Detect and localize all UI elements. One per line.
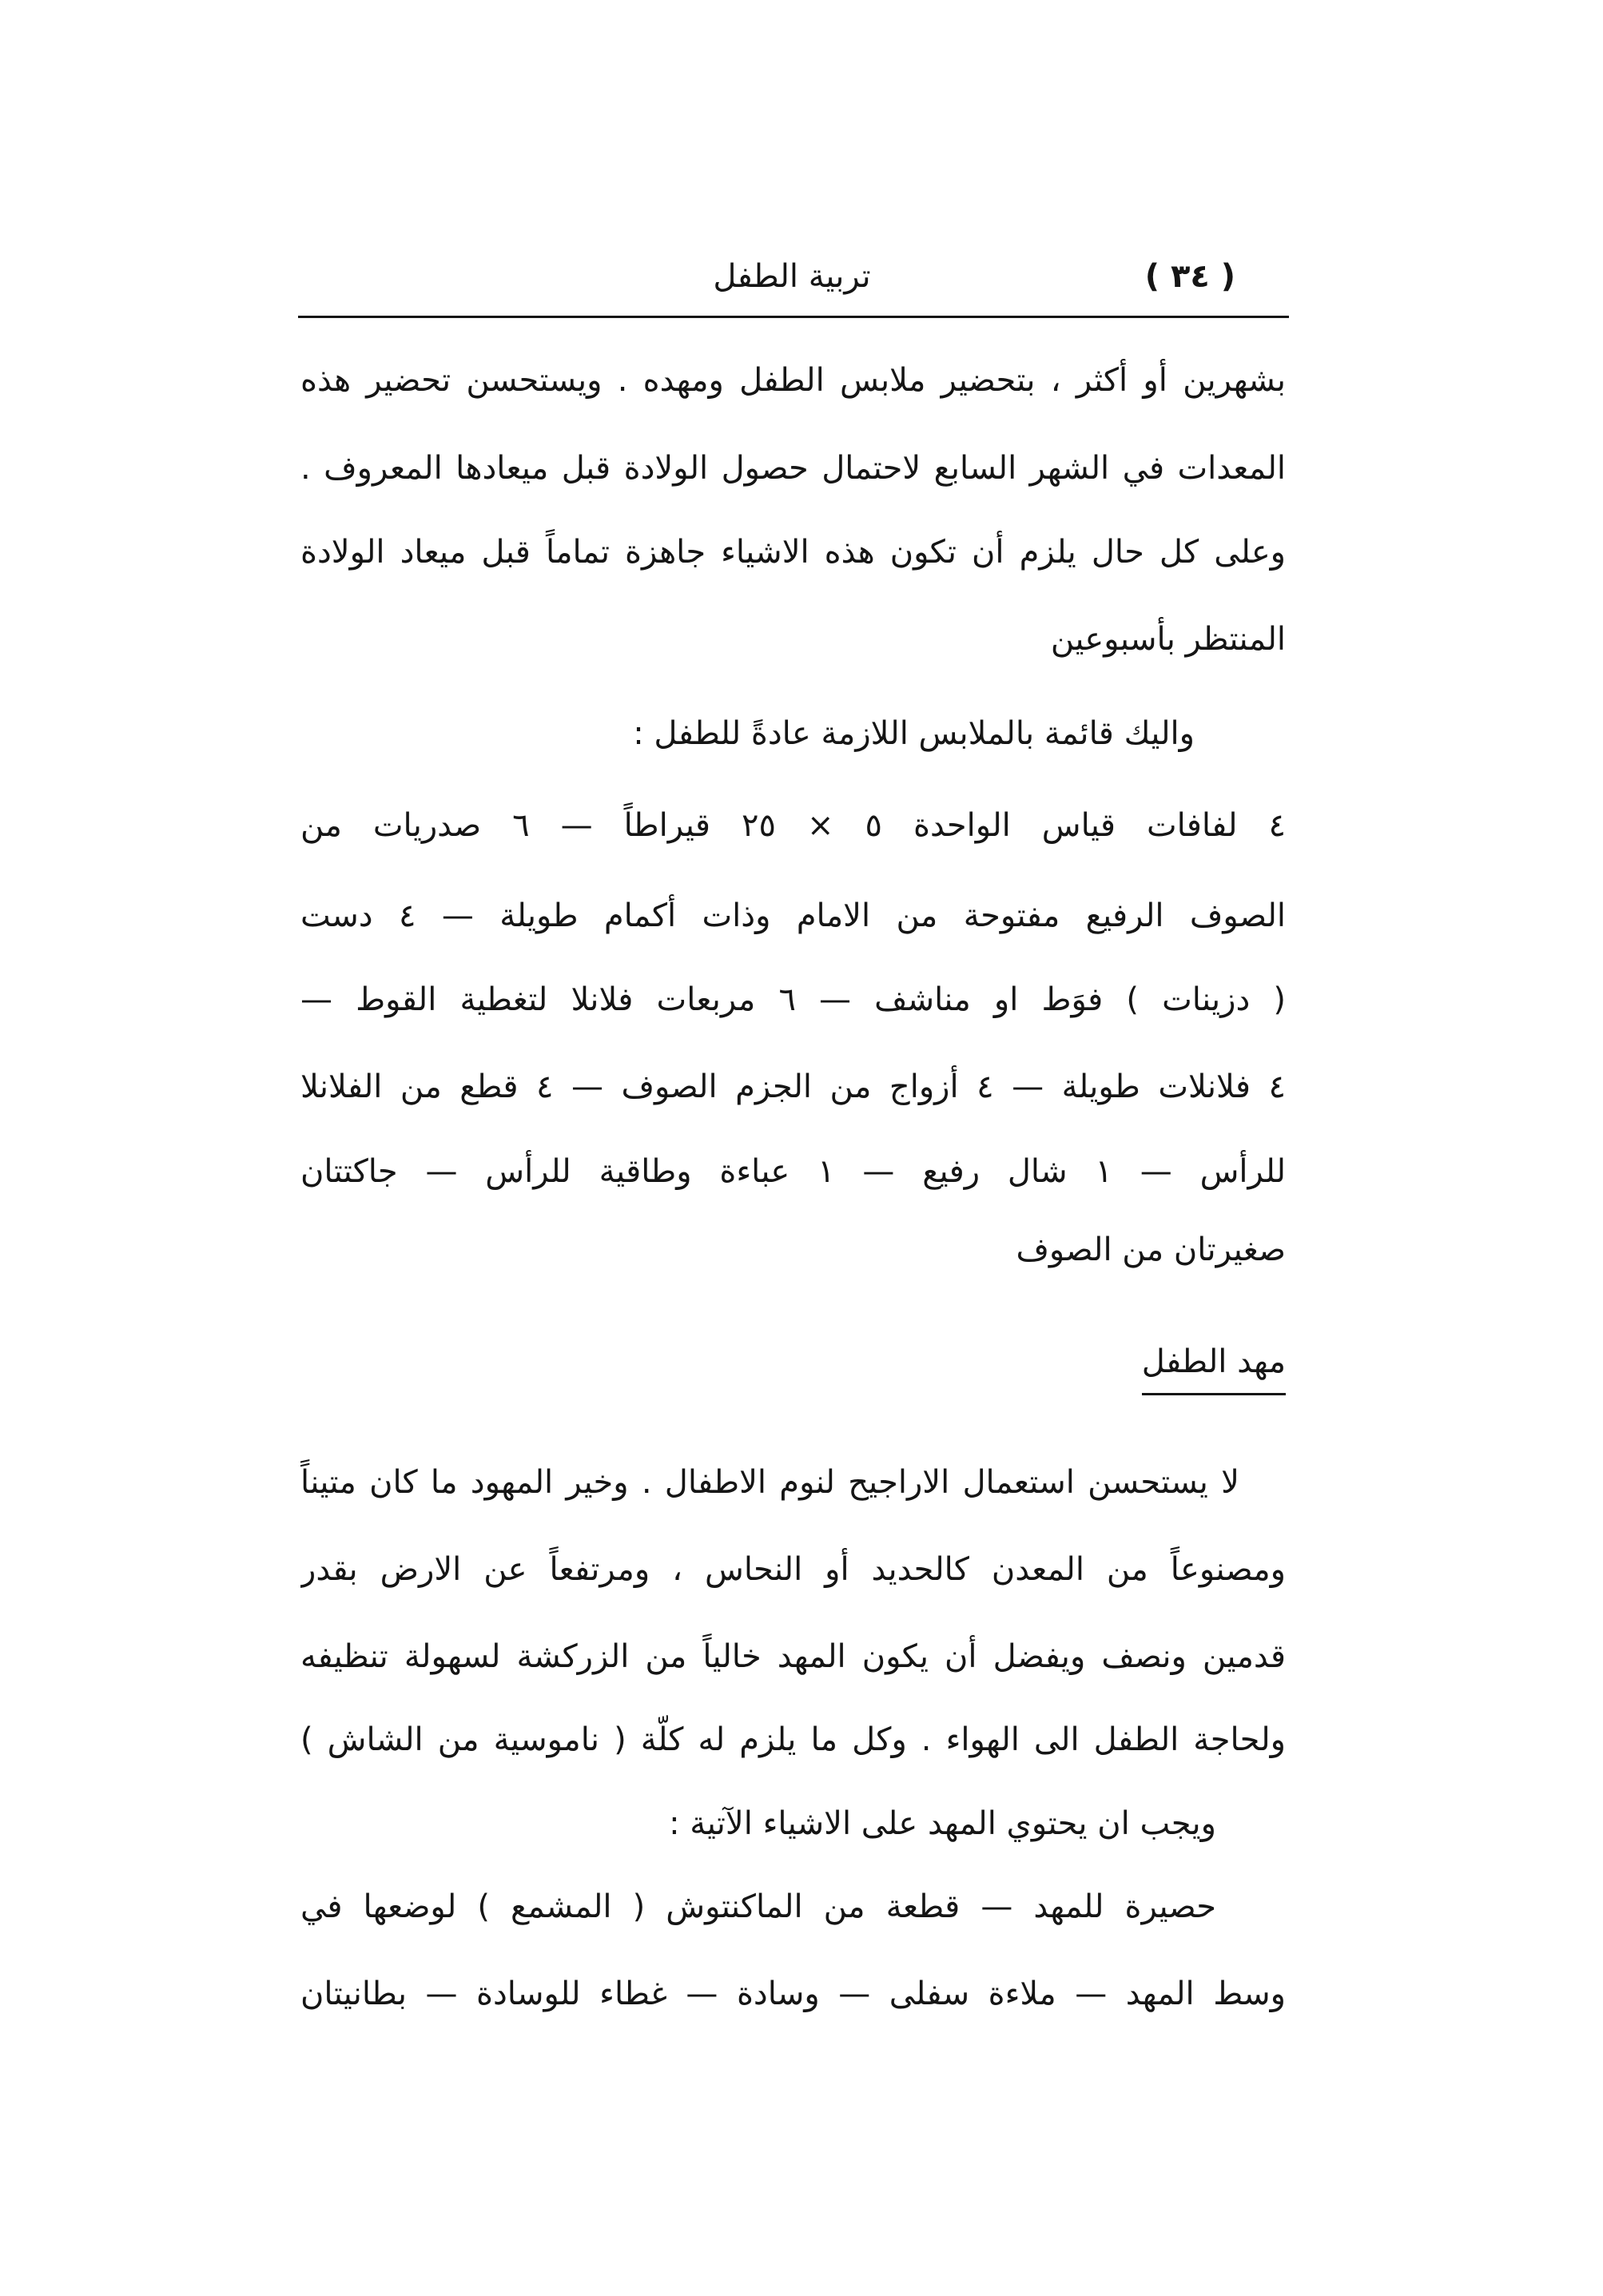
text-line: ٤ لفافات قياس الواحدة ٥ × ٢٥ قيراطاً — ٦ صدريات من xyxy=(300,807,1286,844)
text-line: ٤ فلانلات طويلة — ٤ أزواج من الجزم الصوف — ٤ قطع من الفلانلا xyxy=(300,1068,1286,1105)
text-line: المعدات في الشهر السابع لاحتمال حصول الولادة قبل ميعادها المعروف . xyxy=(300,450,1286,487)
section-heading: مهد الطفل xyxy=(1142,1331,1286,1395)
running-title: تربية الطفل xyxy=(713,258,871,295)
list-intro-line: واليك قائمة بالملابس اللازمة عادةً للطفل : xyxy=(633,715,1195,752)
text-line: ومصنوعاً من المعدن كالحديد أو النحاس ، ومرتفعاً عن الارض بقدر xyxy=(300,1551,1286,1588)
text-line: صغيرتان من الصوف xyxy=(1016,1232,1286,1268)
text-line: المنتظر بأسبوعين xyxy=(1050,621,1286,658)
text-line: ( دزينات ) فوَط او مناشف — ٦ مربعات فلانلا لتغطية القوط — xyxy=(300,981,1286,1018)
text-line: وعلى كل حال يلزم أن تكون هذه الاشياء جاهزة تماماً قبل ميعاد الولادة xyxy=(300,534,1286,571)
text-line: للرأس — ١ شال رفيع — ١ عباءة وطاقية للرأس — جاكتتان xyxy=(300,1153,1286,1190)
text-line: حصيرة للمهد — قطعة من الماكنتوش ( المشمع ) لوضعها في xyxy=(300,1888,1216,1925)
text-line: لا يستحسن استعمال الاراجيح لنوم الاطفال . وخير المهود ما كان متيناً xyxy=(300,1464,1239,1501)
text-line: وسط المهد — ملاءة سفلى — وسادة — غطاء للوسادة — بطانيتان xyxy=(300,1976,1286,2012)
text-line: قدمين ونصف ويفضل أن يكون المهد خالياً من الزركشة لسهولة تنظيفه xyxy=(300,1638,1286,1675)
list-intro-line: ويجب ان يحتوي المهد على الاشياء الآتية : xyxy=(669,1805,1216,1842)
page-number: ( ٣٤ ) xyxy=(1144,258,1235,295)
text-line: بشهرين أو أكثر ، بتحضير ملابس الطفل ومهده . ويستحسن تحضير هذه xyxy=(300,362,1286,399)
text-line: ولحاجة الطفل الى الهواء . وكل ما يلزم له كلّة ( ناموسية من الشاش ) xyxy=(300,1721,1286,1758)
text-line: الصوف الرفيع مفتوحة من الامام وذات أكمام طويلة — ٤ دست xyxy=(300,897,1286,934)
header-rule xyxy=(298,316,1289,318)
